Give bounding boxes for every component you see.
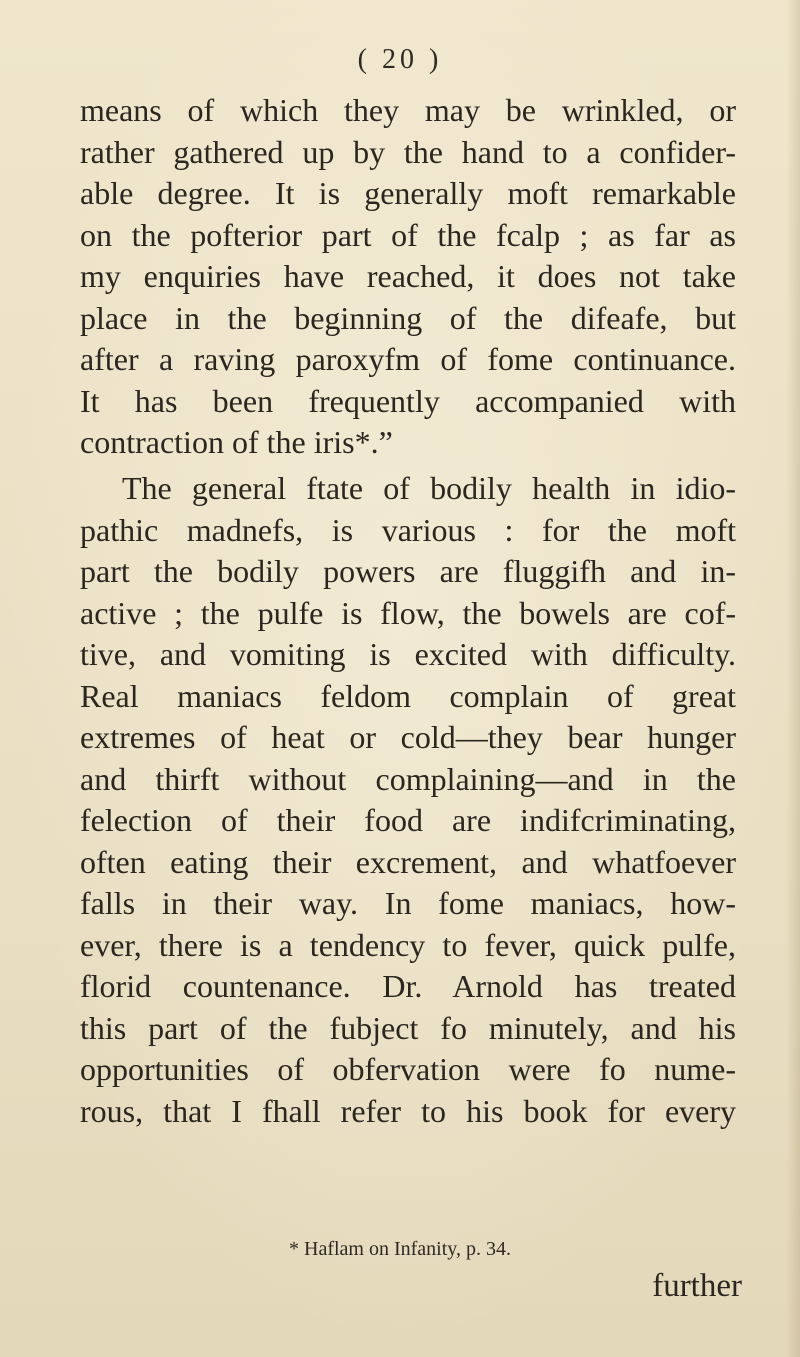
text-line: on the pofterior part of the fcalp ; as far as — [80, 216, 736, 253]
footnote: * Haflam on Infanity, p. 34. — [289, 1238, 511, 1260]
page-number: ( 20 ) — [357, 44, 443, 75]
text-line: contraction of the iris*.” — [80, 424, 393, 460]
text-line: tive, and vomiting is excited with difficulty. — [80, 636, 736, 672]
text-line: active ; the pulfe is flow, the bowels are cof- — [80, 594, 736, 631]
text-line: able degree. It is generally moft remarkable — [80, 175, 736, 211]
text-line: falls in their way. In fome maniacs, how- — [80, 885, 736, 921]
text-line: after a raving paroxyfm of fome continuance. — [80, 341, 736, 377]
text-line: often eating their excrement, and whatfoever — [80, 843, 736, 880]
text-line: means of which they may be wrinkled, or — [80, 92, 736, 128]
text-line: my enquiries have reached, it does not take — [80, 258, 736, 294]
text-line: felection of their food are indifcriminating, — [80, 802, 736, 838]
paragraph-1 — [80, 90, 736, 464]
text-line: place in the beginning of the difeafe, but — [80, 299, 736, 336]
text-line: rous, that I fhall refer to his book for every — [80, 1092, 736, 1129]
text-line: part the bodily powers are fluggifh and in- — [80, 553, 736, 589]
text-line: rather gathered up by the hand to a confider- — [80, 133, 736, 170]
catchword: further — [652, 1268, 742, 1304]
text-line: Real maniacs feldom complain of great — [80, 677, 736, 714]
text-line: florid countenance. Dr. Arnold has treated — [80, 968, 736, 1004]
text-line: The general ftate of bodily health in idio- — [122, 470, 736, 506]
paragraph-2 — [80, 468, 736, 1132]
text-line: ever, there is a tendency to fever, quick pulfe, — [80, 926, 736, 963]
text-line: opportunities of obfervation were fo nume- — [80, 1051, 736, 1087]
text-line: pathic madnefs, is various : for the moft — [80, 511, 736, 548]
text-line: extremes of heat or cold—they bear hunger — [80, 719, 736, 755]
text-line: and thirft without complaining—and in the — [80, 760, 736, 797]
text-line: It has been frequently accompanied with — [80, 382, 736, 419]
text-line: this part of the fubject fo minutely, and his — [80, 1009, 736, 1046]
